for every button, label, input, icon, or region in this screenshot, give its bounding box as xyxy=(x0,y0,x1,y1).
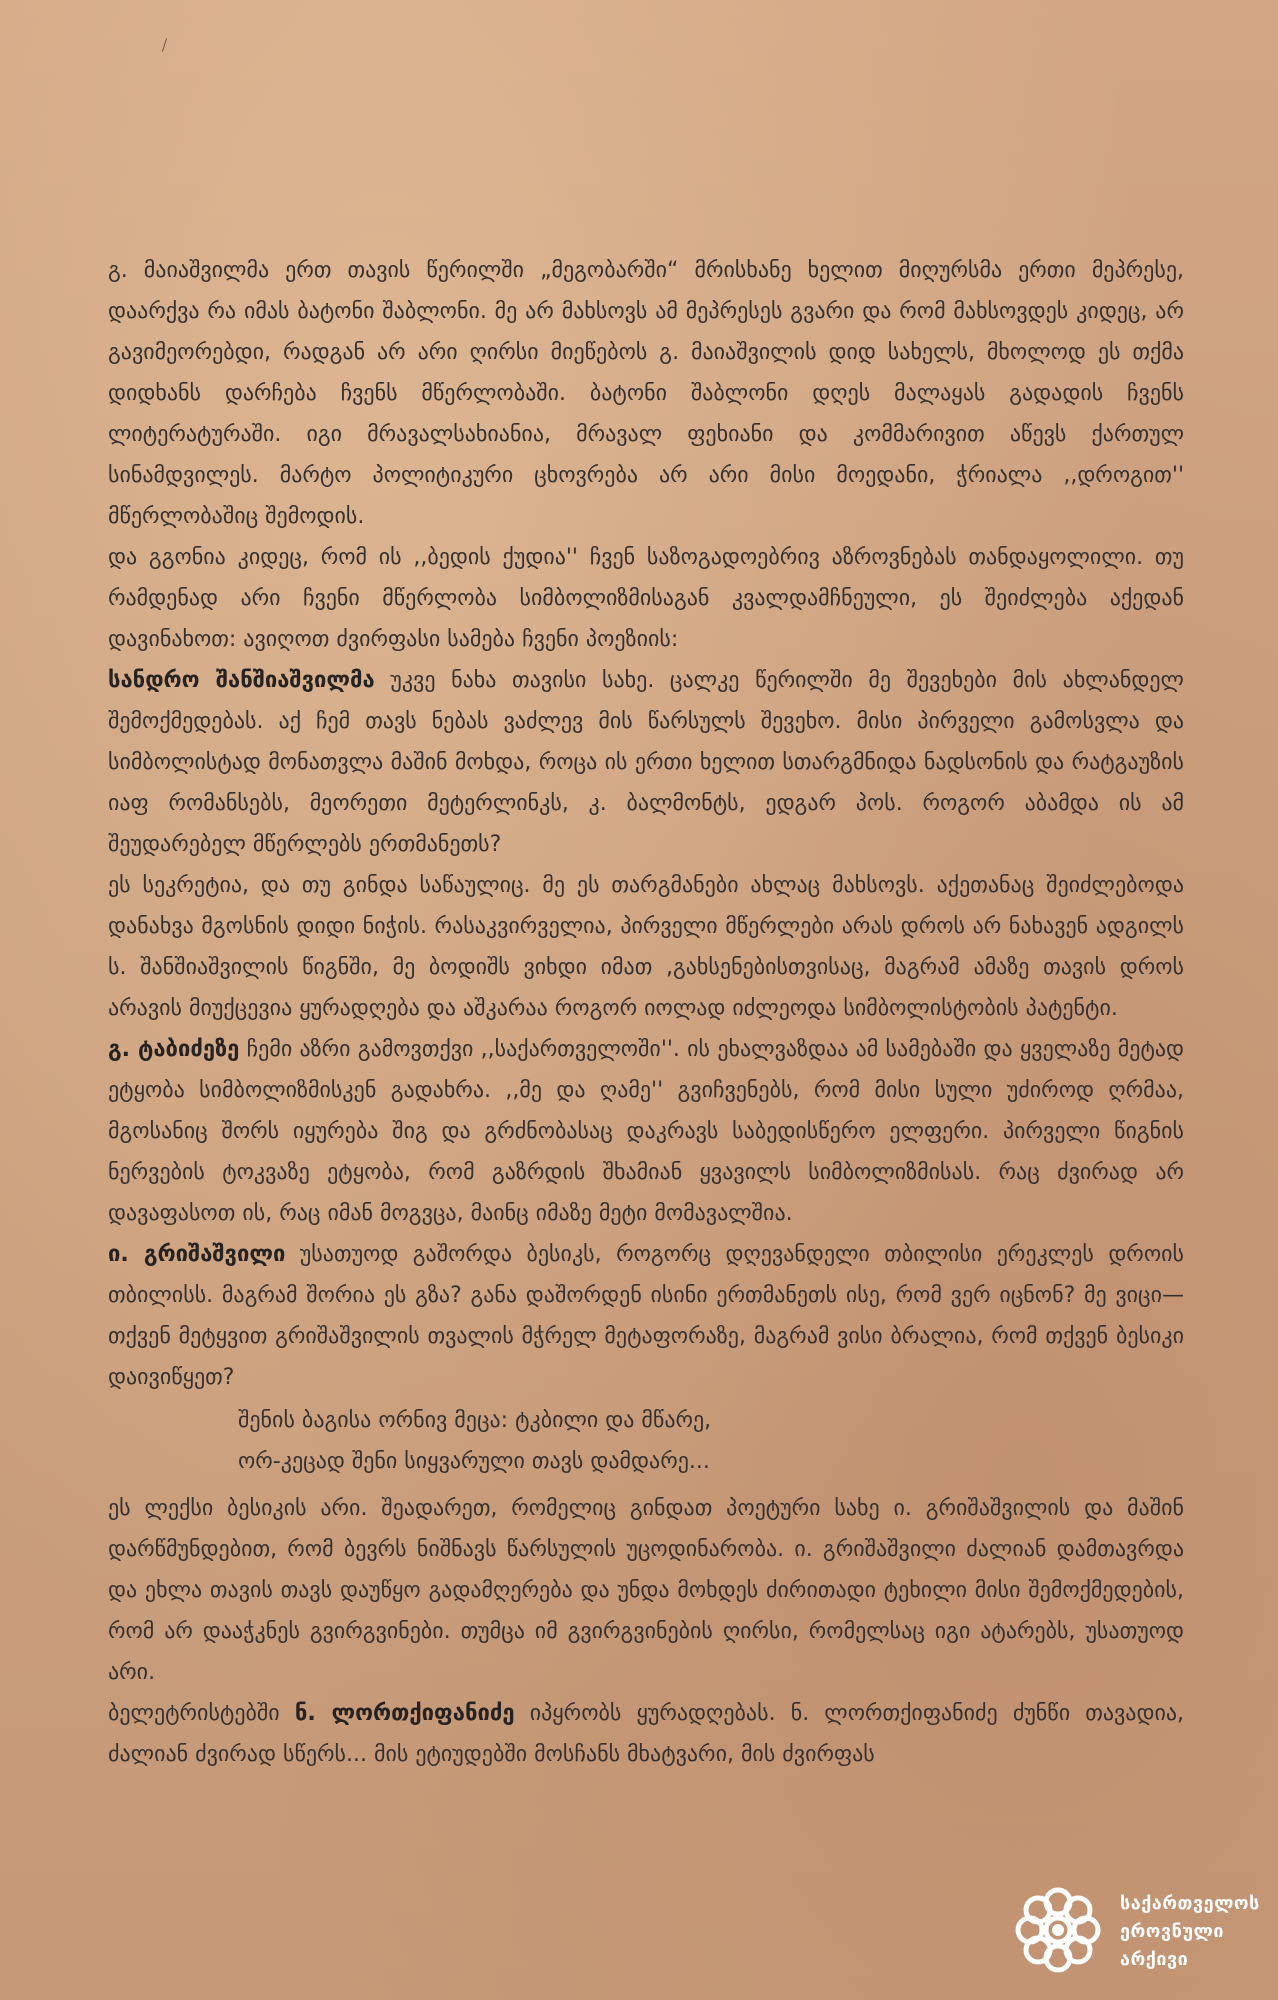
section-lortkipanidze xyxy=(108,1693,1184,1775)
author-name-grishashvili: ი. გრიშაშვილი xyxy=(108,1242,286,1267)
article-text xyxy=(108,250,1184,1775)
section-text-tabidze: ჩემი აზრი გამოვთქვი ,,საქართველოში''. ის ეხალვაზდაა ამ სამებაში და ყველაზე მეტად ეტყობა სიმბოლიზმისკენ გადახრა. ,,მე და ღამე'' გვიჩვენებს, რომ მისი სული უძიროდ ღრმაა, მგოსანიც შორს იყურება შიგ და გრძნობასაც დაკრავს საბედისწერო ელფერი. პირველი წიგნის ნერვების ტოკვაზე ეტყობა, რომ გაზრდის შხამიან ყვავილს სიმბოლიზმისას. რაც ძვირად არ დავაფასოთ ის, რაც იმან მოგვცა, მაინც იმაზე მეტი მომავალშია. xyxy=(108,1037,1185,1226)
section-text-lortkipanidze: იპყრობს ყურადღებას. ნ. ლორთქიფანიძე ძუნწი თავადია, ძალიან ძვირად სწერს... მის ეტიუდებში მოსჩანს მხატვარი, მის ძვირფას xyxy=(108,1701,1184,1767)
paragraph-shablon: გ. მაიაშვილმა ერთ თავის წერილში „მეგობარში“ მრისხანე ხელით მიღურსმა ერთი მეპრესე, დაარქვა რა იმას ბატონი შაბლონი. მე არ მახსოვს ამ მეპრესეს გვარი და რომ მახსოვდეს კიდეც, არ გავიმეორებდი, რადგან არ არი ღირსი მიეწებოს გ. მაიაშვილის დიდ სახელს, მხოლოდ ეს თქმა დიდხანს დარჩება ჩვენს მწერლობაში. ბატონი შაბლონი დღეს მალაყას გადადის ჩვენს ლიტერატურაში. იგი მრავალსახიანია, მრავალ ფეხიანი და კომმარივით აწევს ქართულ სინამდვილეს. მარტო პოლიტიკური ცხოვრება არ არი მისი მოედანი, ჭრიალა ,,დროგით'' მწერლობაშიც შემოდის. xyxy=(108,258,1184,529)
section-text-grishashvili: უსათუოდ გაშორდა ბესიკს, როგორც დღევანდელი თბილისი ერეკლეს დროის თბილისს. მაგრამ შორია ეს გზა? განა დაშორდენ ისინი ერთმანეთს ისე, რომ ვერ იცნონ? მე ვიცი—თქვენ მეტყვით გრიშაშვილის თვალის მჭრელ მეტაფორაზე, მაგრამ ვისი ბრალია, რომ თქვენ ბესიკი დაივიწყეთ? xyxy=(108,1242,1184,1390)
author-name-lortkipanidze: ნ. ლორთქიფანიძე xyxy=(294,1701,515,1726)
section-lead-belletrists: ბელეტრისტებში xyxy=(108,1701,280,1726)
author-name-tabidze: გ. ტაბიძეზე xyxy=(108,1037,240,1062)
logo-line: ეროვნული xyxy=(1120,1921,1224,1942)
section-text-shanshiashvili: უკვე ნახა თავისი სახე. ცალკე წერილში მე შევეხები მის ახლანდელ შემოქმედებას. აქ ჩემ თავს ნებას ვაძლევ მის წარსულს შევეხო. მისი პირველი გამოსვლა და სიმბოლისტად მონათვლა მაშინ მოხდა, როცა ის ერთი ხელით სთარგმნიდა ნადსონის და რატგაუზის იაფ რომანსებს, მეორეთი მეტერლინკს, კ. ბალმონტს, ედგარ პოს. როგორ აბამდა ის ამ შეუდარებელ მწერლებს ერთმანეთს? xyxy=(108,668,1184,857)
verse-quote xyxy=(238,1400,1184,1482)
pencil-mark xyxy=(162,38,167,52)
author-name-shanshiashvili: სანდრო შანშიაშვილმა xyxy=(108,668,375,693)
section-tabidze xyxy=(108,1029,1184,1234)
national-archives-logo xyxy=(1008,1880,1260,1980)
logo-line: არქივი xyxy=(1120,1949,1189,1970)
paragraph-besiki: ეს ლექსი ბესიკის არი. შეადარეთ, რომელიც გინდათ პოეტური სახე ი. გრიშაშვილის და მაშინ დარწმუნდებით, რომ ბევრს ნიშნავს წარსულის უცოდინარობა. ი. გრიშაშვილი ძალიან დამთავრდა და ეხლა თავის თავს დაუწყო გადამღერება და უნდა მოხდეს ძირითადი ტეხილი მისი შემოქმედების, რომ არ დააჭკნეს გვირგვინები. თუმცა იმ გვირგვინების ღირსი, რომელსაც იგი ატარებს, უსათუოდ არი. xyxy=(108,1496,1184,1685)
logo-text xyxy=(1120,1890,1260,1974)
paragraph-symbolism: და გგონია კიდეც, რომ ის ,,ბედის ქუდია'' ჩვენ საზოგადოებრივ აზროვნებას თანდაყოლილი. თუ რამდენად არი ჩვენი მწერლობა სიმბოლიზმისაგან კვალდამჩნეული, ეს შეიძლება აქედან დავინახოთ: ავიღოთ ძვირფასი სამება ჩვენი პოეზიის: xyxy=(108,545,1184,652)
paragraph-secret: ეს სეკრეტია, და თუ გინდა საწაულიც. მე ეს თარგმანები ახლაც მახსოვს. აქეთანაც შეიძლებოდა დანახვა მგოსნის დიდი ნიჭის. რასაკვირველია, პირველი მწერლები არას დროს არ ნახავენ ადგილს ს. შანშიაშვილის წიგნში, მე ბოდიშს ვიხდი იმათ ,გახსენებისთვისაც, მაგრამ ამაზე თავის დროს არავის მიუქცევია ყურადღება და აშკარაა როგორ იოლად იძლეოდა სიმბოლისტობის პატენტი. xyxy=(108,873,1184,1021)
verse-line: ორ-კეცად შენი სიყვარული თავს დამდარე... xyxy=(238,1449,710,1474)
national-archives-ornament-icon xyxy=(1008,1880,1108,1980)
section-grishashvili xyxy=(108,1234,1184,1398)
logo-line: საქართველოს xyxy=(1120,1893,1260,1914)
verse-line: შენის ბაგისა ორნივ მეცა: ტკბილი და მწარე, xyxy=(238,1408,712,1433)
section-shanshiashvili xyxy=(108,660,1184,865)
